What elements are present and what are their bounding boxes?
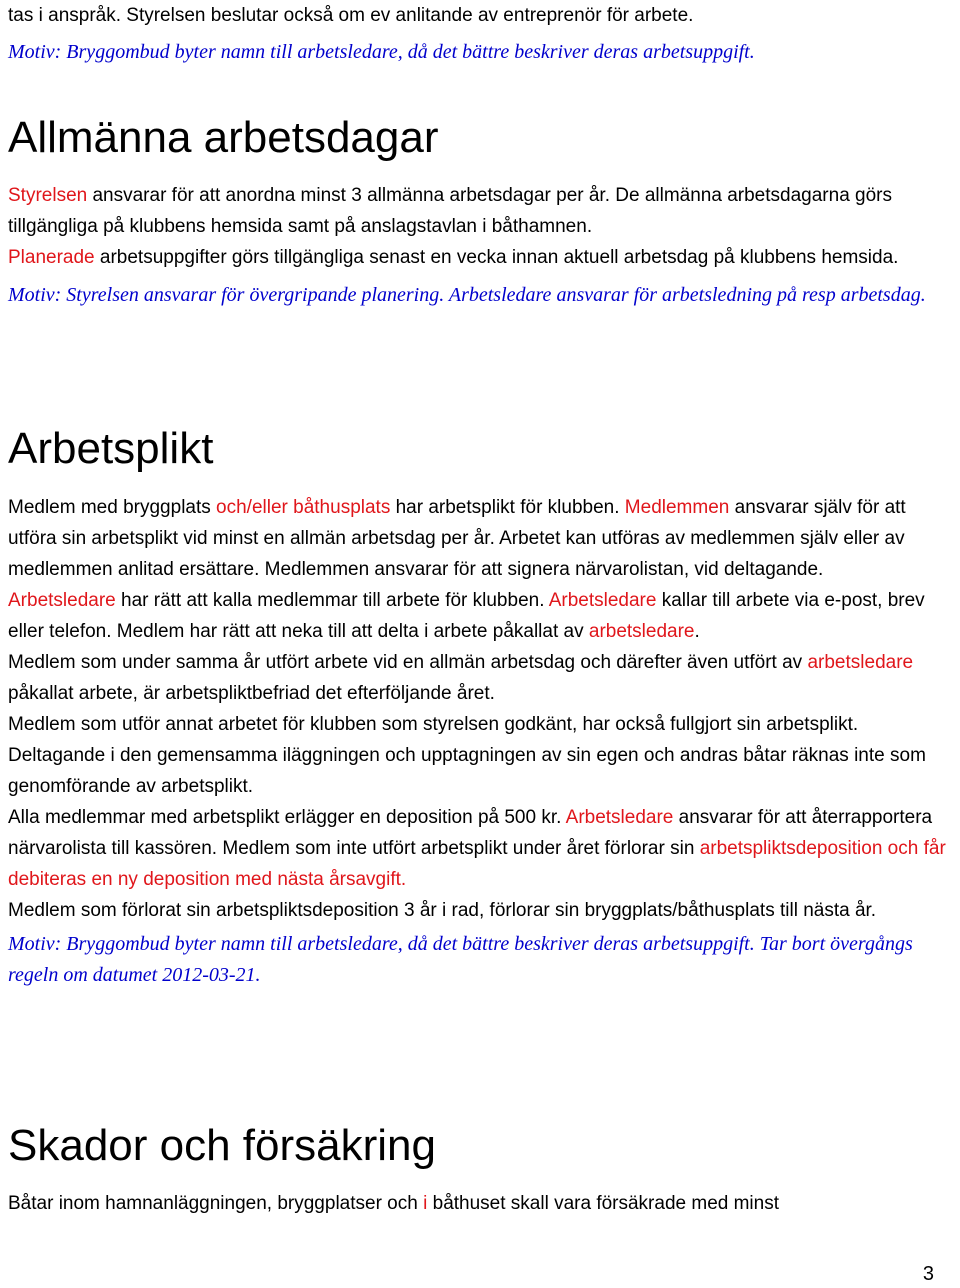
arbetsplikt-paragraph-6 (8, 802, 956, 895)
section-skador-body (8, 1188, 956, 1219)
page-number: 3 (922, 1263, 934, 1285)
arbetsplikt-p2-f: . (694, 621, 700, 642)
arbetsplikt-paragraph-4: Medlem som utför annat arbetet för klubben som styrelsen godkänt, har också fullgjort sin arbetsplikt. (8, 714, 859, 735)
heading-arbetsplikt: Arbetsplikt (8, 424, 214, 473)
arbetsplikt-p1-c: har arbetsplikt för klubben. (390, 497, 625, 518)
arbetsplikt-p2-d: kallar till arbete via e-post, brev eller telefon. Medlem har rätt att neka till att delta i arbete påkallat av (8, 590, 925, 642)
section-arbetsplikt-body (8, 492, 956, 991)
arbetsplikt-p6-arbetsledare: Arbetsledare (565, 807, 674, 828)
arbetsdagar-p2-text: arbetsuppgifter görs tillgängliga senast en vecka innan aktuell arbetsdag på klubbens hemsida. (94, 247, 899, 268)
arbetsplikt-p3-c: påkallat arbete, är arbetspliktbefriad det efterföljande året. (8, 683, 495, 704)
arbetsplikt-p1-e: ansvarar själv för att utföra sin arbetsplikt vid minst en allmän arbetsdag per år. Arbetet kan utföras av medlemmen själv eller av medlemmen anlitad ersättare. Medlemmen ansvarar för att signera närvarolistan, vid deltagande. (8, 497, 906, 580)
arbetsplikt-p6-c: ansvarar för att återrapportera närvarolista till kassören. Medlem som inte utfört arbetsplikt under året förlorar sin (8, 807, 933, 859)
arbetsdagar-motiv: Motiv: Styrelsen ansvarar för övergripande planering. Arbetsledare ansvarar för arbetsledning på resp arbetsdag. (8, 284, 926, 306)
arbetsplikt-p1-a: Medlem med bryggplats (8, 497, 217, 518)
arbetsdagar-p2-planerade: Planerade (8, 247, 95, 268)
skador-p1-i: i (423, 1193, 428, 1214)
arbetsplikt-p1-medlemmen: Medlemmen (624, 497, 730, 518)
arbetsplikt-paragraph-2 (8, 585, 956, 647)
arbetsplikt-p2-arbetsledare-3: arbetsledare (588, 621, 695, 642)
skador-paragraph-1 (8, 1188, 956, 1219)
arbetsplikt-p2-b: har rätt att kalla medlemmar till arbete för klubben. (115, 590, 549, 611)
skador-p1-a: Båtar inom hamnanläggningen, bryggplatser och (8, 1193, 424, 1214)
intro-motiv: Motiv: Bryggombud byter namn till arbetsledare, då det bättre beskriver deras arbetsuppgift. (8, 41, 755, 63)
arbetsdagar-p1-text: ansvarar för att anordna minst 3 allmänna arbetsdagar per år. De allmänna arbetsdagarna görs tillgängliga på klubbens hemsida samt på anslagstavlan i båthamnen. (8, 185, 892, 237)
arbetsplikt-p2-arbetsledare-1: Arbetsledare (8, 590, 116, 611)
arbetsplikt-p2-arbetsledare-2: Arbetsledare (548, 590, 657, 611)
arbetsplikt-paragraph-5: Deltagande i den gemensamma iläggningen och upptagningen av sin egen och andras båtar räknas inte som genomförande av arbetsplikt. (8, 745, 926, 797)
arbetsplikt-p1-och-eller-bathusplats: och/eller båthusplats (216, 497, 391, 518)
intro-line (8, 0, 956, 31)
arbetsplikt-p3-arbetsledare: arbetsledare (807, 652, 914, 673)
arbetsdagar-p1-styrelsen: Styrelsen (8, 185, 88, 206)
arbetsplikt-p6-a: Alla medlemmar med arbetsplikt erlägger en deposition på 500 kr. (8, 807, 566, 828)
heading-allmanna-arbetsdagar: Allmänna arbetsdagar (8, 113, 439, 162)
arbetsdagar-paragraph-2 (8, 242, 956, 273)
arbetsplikt-p6-deposition: arbetspliktsdeposition och får debiteras en ny deposition med nästa årsavgift. (8, 838, 946, 890)
arbetsplikt-paragraph-3 (8, 647, 956, 709)
arbetsplikt-paragraph-1 (8, 492, 956, 585)
arbetsplikt-p3-a: Medlem som under samma år utfört arbete vid en allmän arbetsdag och därefter även utfört av (8, 652, 808, 673)
heading-skador-och-forsakring: Skador och försäkring (8, 1121, 436, 1170)
arbetsplikt-paragraph-7: Medlem som förlorat sin arbetspliktsdeposition 3 år i rad, förlorar sin bryggplats/båthusplats till nästa år. (8, 900, 877, 921)
skador-p1-c: båthuset skall vara försäkrade med minst (427, 1193, 780, 1214)
section-arbetsdagar-body (8, 180, 956, 311)
arbetsplikt-motiv: Motiv: Bryggombud byter namn till arbetsledare, då det bättre beskriver deras arbetsuppgift. Tar bort övergångs regeln om datumet 2012-03-21. (8, 933, 913, 986)
intro-line-text: tas i anspråk. Styrelsen beslutar också om ev anlitande av entreprenör för arbete. (8, 5, 694, 26)
arbetsdagar-paragraph-1 (8, 180, 956, 242)
